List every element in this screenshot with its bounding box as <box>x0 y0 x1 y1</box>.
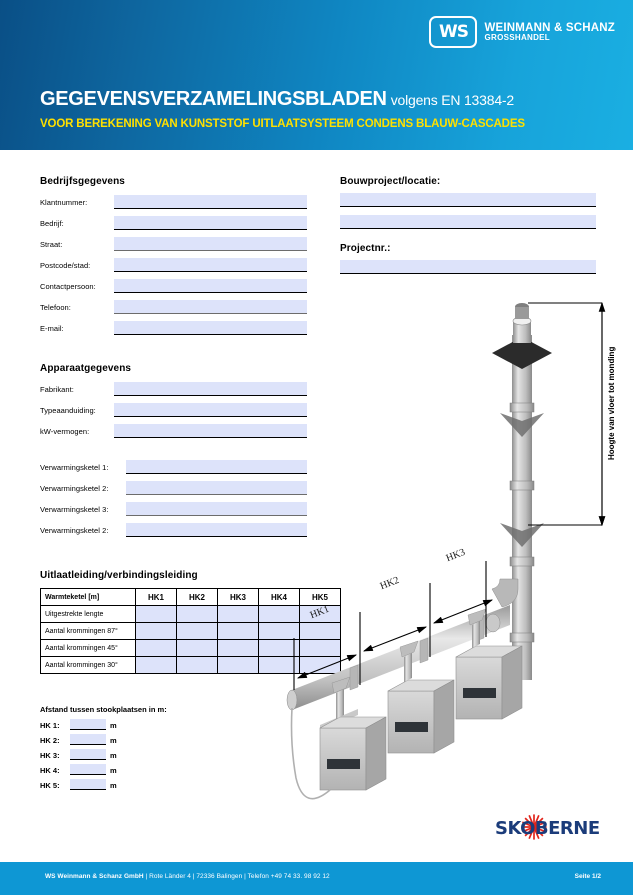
project-section-title: Bouwproject/locatie: <box>340 176 441 187</box>
device-spacer <box>40 445 310 460</box>
label-verwarmingsketel-3: Verwarmingsketel 3: <box>40 505 109 514</box>
skoberne-logo <box>495 818 600 839</box>
cell-k30-hk3[interactable] <box>218 657 259 674</box>
distance-row-hk4 <box>40 764 167 775</box>
cell-k87-hk2[interactable] <box>177 623 218 640</box>
distance-row-hk3 <box>40 749 167 760</box>
label-verwarmingsketel-2: Verwarmingsketel 2: <box>40 484 109 493</box>
label-postcode-stad: Postcode/stad: <box>40 261 91 270</box>
label-distance-hk4: HK 4: <box>40 766 60 775</box>
label-contactpersoon: Contactpersoon: <box>40 282 96 291</box>
company-data-section <box>40 176 310 342</box>
field-row-fabrikant <box>40 382 310 396</box>
field-row-contactpersoon <box>40 279 310 293</box>
field-row-telefoon <box>40 300 310 314</box>
th-hk5: HK5 <box>300 589 341 606</box>
pipe-table-title: Uitlaatleiding/verbindingsleiding <box>40 570 198 581</box>
cell-lengte-hk3[interactable] <box>218 606 259 623</box>
field-row-typeaanduiding <box>40 403 310 417</box>
dimension-label-hk2: HK2 <box>378 574 401 593</box>
label-verwarmingsketel-4: Verwarmingsketel 2: <box>40 526 109 535</box>
label-kw-vermogen: kW-vermogen: <box>40 427 90 436</box>
label-verwarmingsketel-1: Verwarmingsketel 1: <box>40 463 109 472</box>
distance-row-hk1 <box>40 719 167 730</box>
project-section <box>340 176 598 282</box>
dimension-label-hk3: HK3 <box>444 546 467 565</box>
device-data-section <box>40 363 310 544</box>
cell-k87-hk3[interactable] <box>218 623 259 640</box>
label-email: E-mail: <box>40 324 64 333</box>
device-section-title: Apparaatgegevens <box>40 363 132 374</box>
footer-address-line <box>45 873 330 880</box>
cell-lengte-hk2[interactable] <box>177 606 218 623</box>
input-distance-hk1[interactable] <box>70 719 106 730</box>
input-distance-hk3[interactable] <box>70 749 106 760</box>
input-straat[interactable] <box>114 237 307 251</box>
ws-company-sub: GROSSHANDEL <box>484 32 550 42</box>
input-contactpersoon[interactable] <box>114 279 307 293</box>
cell-k87-hk1[interactable] <box>136 623 177 640</box>
label-typeaanduiding: Typeaanduiding: <box>40 406 96 415</box>
cell-lengte-hk1[interactable] <box>136 606 177 623</box>
input-kw-vermogen[interactable] <box>114 424 307 438</box>
footer-company-name: WS Weinmann & Schanz GmbH <box>45 873 144 880</box>
field-row-postcode <box>40 258 310 272</box>
unit-distance-hk1: m <box>110 721 117 730</box>
distances-title: Afstand tussen stookplaatsen in m: <box>40 705 167 714</box>
th-hk1: HK1 <box>136 589 177 606</box>
height-dimension-label: Hoogte van vloer tot monding <box>607 346 616 460</box>
unit-distance-hk2: m <box>110 736 117 745</box>
unit-distance-hk3: m <box>110 751 117 760</box>
ws-logo <box>429 16 615 48</box>
input-telefoon[interactable] <box>114 300 307 314</box>
cell-k45-hk3[interactable] <box>218 640 259 657</box>
label-fabrikant: Fabrikant: <box>40 385 74 394</box>
footer-address: | Rote Länder 4 | 72336 Balingen | Telefon +49 74 33. 98 92 12 <box>143 873 330 880</box>
page-subtitle: VOOR BEREKENING VAN KUNSTSTOF UITLAATSYSTEEM CONDENS BLAUW-CASCADES <box>40 118 525 130</box>
field-row-straat <box>40 237 310 251</box>
label-distance-hk2: HK 2: <box>40 736 60 745</box>
field-row-verwarmingsketel-4 <box>40 523 310 537</box>
input-typeaanduiding[interactable] <box>114 403 307 417</box>
th-hk2: HK2 <box>177 589 218 606</box>
field-row-verwarmingsketel-2 <box>40 481 310 495</box>
skoberne-wordmark: SKOBERNE <box>495 818 600 839</box>
cell-k30-hk1[interactable] <box>136 657 177 674</box>
footer-page-number: Seite 1/2 <box>574 873 601 880</box>
page-footer <box>0 862 633 895</box>
input-fabrikant[interactable] <box>114 382 307 396</box>
company-section-title: Bedrijfsgegevens <box>40 176 125 187</box>
label-bedrijf: Bedrijf: <box>40 219 64 228</box>
input-projectnr[interactable] <box>340 260 596 274</box>
field-row-verwarmingsketel-3 <box>40 502 310 516</box>
input-bouwproject-line1[interactable] <box>340 193 596 207</box>
th-hk3: HK3 <box>218 589 259 606</box>
title-block <box>40 88 525 130</box>
page-title: GEGEVENSVERZAMELINGSBLADEN <box>40 88 387 110</box>
input-email[interactable] <box>114 321 307 335</box>
row-label-uitgestrekte-lengte: Uitgestrekte lengte <box>41 606 136 623</box>
unit-distance-hk4: m <box>110 766 117 775</box>
input-postcode-stad[interactable] <box>114 258 307 272</box>
distances-section <box>40 705 167 794</box>
ws-company-name: WEINMANN & SCHANZ <box>484 21 615 34</box>
field-row-klantnummer <box>40 195 310 209</box>
label-distance-hk3: HK 3: <box>40 751 60 760</box>
projectnr-title: Projectnr.: <box>340 243 391 254</box>
row-label-krommingen-45: Aantal krommingen 45° <box>41 640 136 657</box>
input-bouwproject-line2[interactable] <box>340 215 596 229</box>
flue-system-diagram <box>280 285 633 815</box>
distance-row-hk5 <box>40 779 167 790</box>
input-distance-hk2[interactable] <box>70 734 106 745</box>
input-klantnummer[interactable] <box>114 195 307 209</box>
label-straat: Straat: <box>40 240 63 249</box>
height-dimension-line <box>528 303 602 525</box>
label-distance-hk1: HK 1: <box>40 721 60 730</box>
input-bedrijf[interactable] <box>114 216 307 230</box>
th-hk4: HK4 <box>259 589 300 606</box>
page-header <box>0 0 633 150</box>
row-label-krommingen-87: Aantal krommingen 87° <box>41 623 136 640</box>
label-telefoon: Telefoon: <box>40 303 71 312</box>
label-klantnummer: Klantnummer: <box>40 198 88 207</box>
cell-k30-hk2[interactable] <box>177 657 218 674</box>
cell-k45-hk2[interactable] <box>177 640 218 657</box>
ws-badge-icon: WS <box>429 16 477 48</box>
input-distance-hk4[interactable] <box>70 764 106 775</box>
field-row-bedrijf <box>40 216 310 230</box>
dimension-label-hk1: HK1 <box>308 603 331 622</box>
ws-logo-text <box>484 22 615 42</box>
unit-distance-hk5: m <box>110 781 117 790</box>
field-row-email <box>40 321 310 335</box>
cell-k45-hk1[interactable] <box>136 640 177 657</box>
row-label-krommingen-30: Aantal krommingen 30° <box>41 657 136 674</box>
field-row-kw-vermogen <box>40 424 310 438</box>
page-title-standard: volgens EN 13384-2 <box>390 92 514 108</box>
th-warmteketel: Warmteketel [m] <box>41 589 136 606</box>
label-distance-hk5: HK 5: <box>40 781 60 790</box>
distance-row-hk2 <box>40 734 167 745</box>
input-distance-hk5[interactable] <box>70 779 106 790</box>
field-row-verwarmingsketel-1 <box>40 460 310 474</box>
